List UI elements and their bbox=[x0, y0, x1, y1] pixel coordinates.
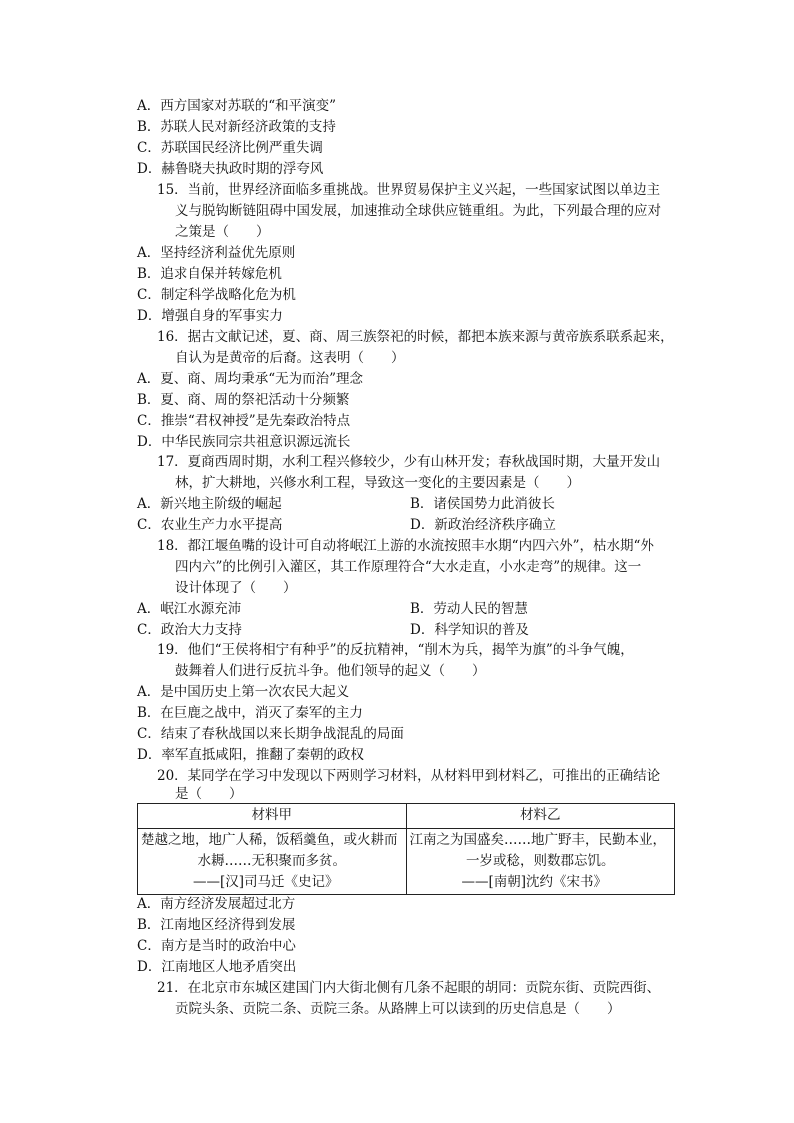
q18-stem-line-3: 设计体现了（ ） bbox=[175, 580, 297, 596]
q19-option-d: D．率军直抵咸阳，推翻了秦朝的政权 bbox=[137, 747, 364, 763]
material-table bbox=[137, 803, 675, 895]
q18-stem-line-2: 四内六”的比例引入灌区，其工作原理符合“大水走直，小水走弯”的规律。这一 bbox=[175, 559, 642, 575]
q18-option-b: B．劳动人民的智慧 bbox=[410, 601, 528, 617]
q17-option-d: D．新政治经济秩序确立 bbox=[410, 517, 556, 533]
q17-stem-line-1: 17．夏商西周时期，水利工程兴修较少，少有山林开发；春秋战国时期，大量开发山 bbox=[157, 454, 661, 470]
material-b-text-1: 江南之为国盛矣……地广野丰，民勤本业， bbox=[409, 832, 666, 848]
q14-option-a: A．西方国家对苏联的“和平演变” bbox=[137, 98, 337, 114]
material-b-text-2: 一岁或稔，则数郡忘饥。 bbox=[466, 853, 615, 869]
q17-option-b: B．诸侯国势力此消彼长 bbox=[410, 496, 555, 512]
material-a-cell bbox=[138, 829, 407, 895]
q16-option-d: D．中华民族同宗共祖意识源远流长 bbox=[137, 434, 351, 450]
q15-option-d: D．增强自身的军事实力 bbox=[137, 308, 283, 324]
q14-option-c: C．苏联国民经济比例严重失调 bbox=[137, 140, 323, 156]
q18-option-c: C．政治大力支持 bbox=[137, 622, 242, 638]
material-a-citation: ——[汉]司马迁《史记》 bbox=[192, 874, 339, 890]
q15-option-a: A．坚持经济利益优先原则 bbox=[137, 245, 296, 261]
q15-stem-line-3: 之策是（ ） bbox=[175, 224, 270, 240]
q20-stem-line-1: 20．某同学在学习中发现以下两则学习材料，从材料甲到材料乙，可推出的正确结论 bbox=[157, 768, 661, 784]
q16-stem-line-2: 自认为是黄帝的后裔。这表明（ ） bbox=[175, 350, 405, 366]
q16-option-b: B．夏、商、周的祭祀活动十分频繁 bbox=[137, 392, 350, 408]
q16-stem-line-1: 16．据古文献记述，夏、商、周三族祭祀的时候，都把本族来源与黄帝族系联系起来， bbox=[157, 329, 674, 345]
q15-stem-line-1: 15．当前，世界经济面临多重挑战。世界贸易保护主义兴起，一些国家试图以单边主 bbox=[157, 182, 661, 198]
q20-stem-line-2: 是（ ） bbox=[175, 786, 243, 802]
q20-option-d: D．江南地区人地矛盾突出 bbox=[137, 959, 297, 975]
q19-stem-line-1: 19．他们“王侯将相宁有种乎”的反抗精神，“削木为兵，揭竿为旗”的斗争气魄， bbox=[157, 642, 634, 658]
q18-option-a: A．岷江水源充沛 bbox=[137, 601, 242, 617]
q14-option-b: B．苏联人民对新经济政策的支持 bbox=[137, 119, 336, 135]
q17-option-a: A．新兴地主阶级的崛起 bbox=[137, 496, 282, 512]
q21-stem-line-2: 贡院头条、贡院二条、贡院三条。从路牌上可以读到的历史信息是（ ） bbox=[175, 1001, 621, 1017]
q16-option-c: C．推崇“君权神授”是先秦政治特点 bbox=[137, 413, 351, 429]
q16-option-a: A．夏、商、周均秉承“无为而治”理念 bbox=[137, 371, 364, 387]
q15-stem-line-2: 义与脱钩断链阻碍中国发展，加速推动全球供应链重组。为此，下列最合理的应对 bbox=[175, 203, 661, 219]
q19-option-a: A．是中国历史上第一次农民大起义 bbox=[137, 684, 350, 700]
q20-option-b: B．江南地区经济得到发展 bbox=[137, 917, 296, 933]
q15-option-b: B．追求自保并转嫁危机 bbox=[137, 266, 282, 282]
q19-option-c: C．结束了春秋战国以来长期争战混乱的局面 bbox=[137, 726, 404, 742]
q17-option-c: C．农业生产力水平提高 bbox=[137, 517, 283, 533]
q21-stem-line-1: 21．在北京市东城区建国门内大街北侧有几条不起眼的胡同：贡院东街、贡院西街、 bbox=[157, 980, 661, 996]
q17-stem-line-2: 林，扩大耕地，兴修水利工程，导致这一变化的主要因素是（ ） bbox=[175, 475, 580, 491]
q15-option-c: C．制定科学战略化危为机 bbox=[137, 287, 296, 303]
material-b-cell bbox=[406, 829, 675, 895]
q19-stem-line-2: 鼓舞着人们进行反抗斗争。他们领导的起义（ ） bbox=[175, 663, 486, 679]
q14-option-d: D．赫鲁晓夫执政时期的浮夸风 bbox=[137, 161, 324, 177]
q20-option-c: C．南方是当时的政治中心 bbox=[137, 938, 296, 954]
material-a-header: 材料甲 bbox=[138, 804, 407, 829]
q20-option-a: A．南方经济发展超过北方 bbox=[137, 896, 296, 912]
material-a-text-1: 楚越之地，地广人稀，饭稻羹鱼，或火耕而 bbox=[141, 832, 398, 848]
material-a-text-2: 水耨……无积聚而多贫。 bbox=[197, 853, 346, 869]
q18-option-d: D．科学知识的普及 bbox=[410, 622, 529, 638]
material-b-header: 材料乙 bbox=[406, 804, 675, 829]
q19-option-b: B．在巨鹿之战中，消灭了秦军的主力 bbox=[137, 705, 363, 721]
material-b-citation: ——[南朝]沈约《宋书》 bbox=[461, 874, 607, 890]
q18-stem-line-1: 18．都江堰鱼嘴的设计可自动将岷江上游的水流按照丰水期“内四六外”，枯水期“外 bbox=[157, 538, 654, 554]
